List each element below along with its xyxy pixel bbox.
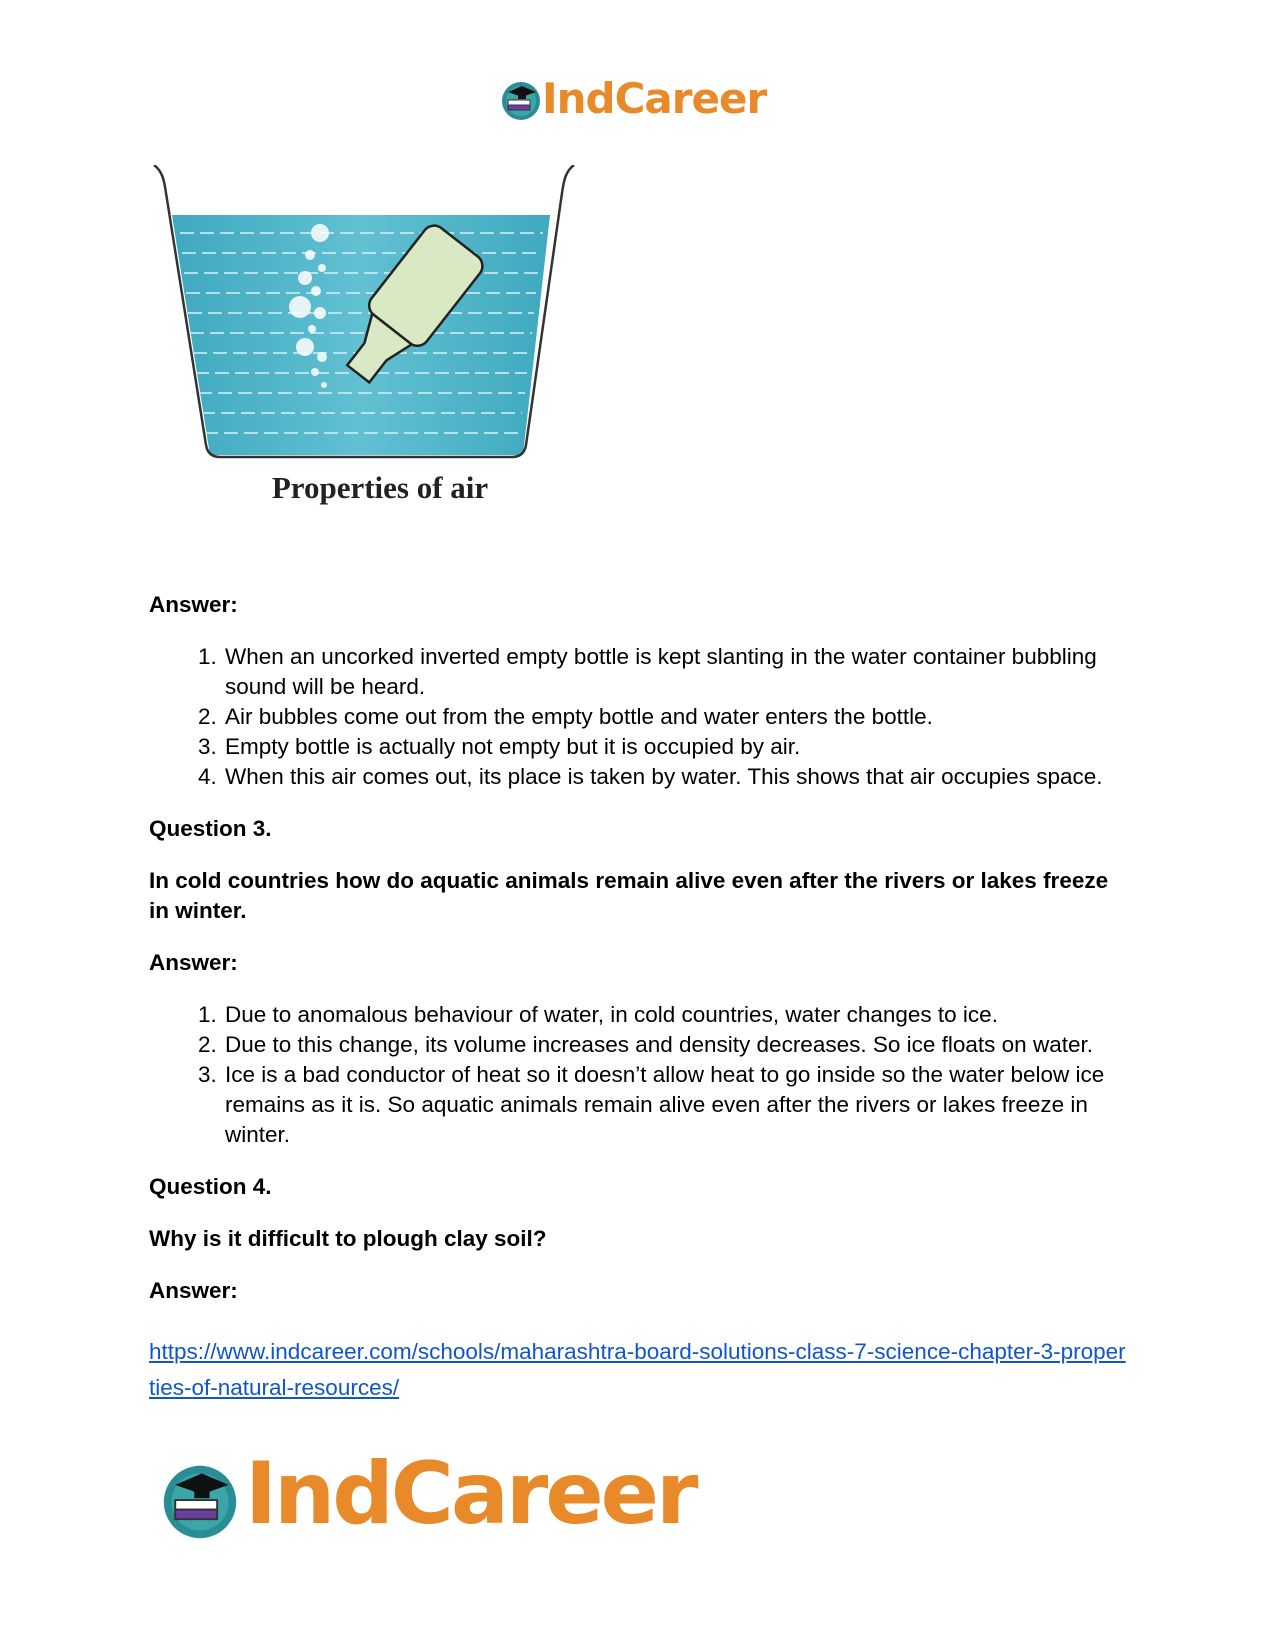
book-globe-icon: [500, 80, 542, 122]
logo-text: IndCareer: [542, 74, 767, 123]
logo-text: IndCareer: [245, 1444, 696, 1544]
list-item: 2. Due to this change, its volume increases and density decreases. So ice floats on water.: [223, 1030, 1129, 1060]
book-globe-icon: [160, 1462, 240, 1542]
question-text: Why is it difficult to plough clay soil?: [149, 1226, 547, 1251]
source-link[interactable]: https://www.indcareer.com/schools/maharashtra-board-solutions-class-7-science-chapter-3-properties-of-natural-resources/: [149, 1339, 1126, 1400]
list-item: 1. Due to anomalous behaviour of water, in cold countries, water changes to ice.: [223, 1000, 1129, 1030]
document-body: [149, 590, 1129, 1406]
list-item: 1. When an uncorked inverted empty bottle is kept slanting in the water container bubbling sound will be heard.: [223, 642, 1129, 702]
footer-logo: [160, 1444, 700, 1550]
bottle-in-water-illustration: [150, 165, 610, 465]
answer-list: [149, 1000, 1129, 1150]
properties-of-air-figure: [150, 165, 610, 515]
header-logo: [500, 74, 770, 128]
list-item: 4. When this air comes out, its place is taken by water. This shows that air occupies space.: [223, 762, 1129, 792]
answer-label: Answer:: [149, 950, 238, 975]
question-label: Question 4.: [149, 1174, 272, 1199]
question-text: In cold countries how do aquatic animals remain alive even after the rivers or lakes freeze in winter.: [149, 868, 1109, 923]
answer-label: Answer:: [149, 1278, 238, 1303]
question-label: Question 3.: [149, 816, 272, 841]
figure-caption: Properties of air: [271, 470, 489, 505]
answer-label: Answer:: [149, 592, 238, 617]
list-item: 3. Empty bottle is actually not empty but it is occupied by air.: [223, 732, 1129, 762]
list-item: 2. Air bubbles come out from the empty bottle and water enters the bottle.: [223, 702, 1129, 732]
answer-list: [149, 642, 1129, 792]
list-item: 3. Ice is a bad conductor of heat so it doesn’t allow heat to go inside so the water below ice remains as it is. So aquatic animals remain alive even after the rivers or lakes freeze in winter.: [223, 1060, 1129, 1150]
